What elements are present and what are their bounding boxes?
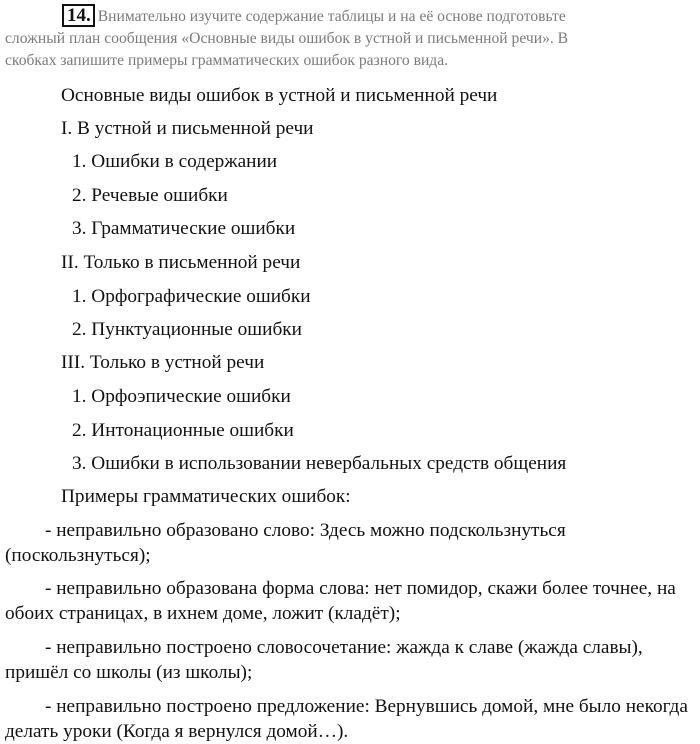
plan-title: Основные виды ошибок в устной и письменной речи bbox=[61, 85, 498, 106]
task-text-line: сложный план сообщения «Основные виды ошибок в устной и письменной речи». В bbox=[5, 30, 569, 47]
section-item: 3. Грамматические ошибки bbox=[72, 218, 296, 239]
examples-heading: Примеры грамматических ошибок: bbox=[61, 486, 351, 507]
section-item: 3. Ошибки в использовании невербальных средств общения bbox=[72, 453, 567, 474]
section-item: 2. Речевые ошибки bbox=[72, 185, 228, 206]
section-item: 1. Орфоэпические ошибки bbox=[72, 386, 291, 407]
section-item: 2. Интонационные ошибки bbox=[72, 420, 294, 441]
section-heading: III. Только в устной речи bbox=[61, 352, 265, 373]
example-paragraph: - неправильно построено предложение: Вернувшись домой, мне было некогда делать уроки (Когда я вернулся домой…). bbox=[5, 696, 688, 742]
section-item: 2. Пунктуационные ошибки bbox=[72, 319, 302, 340]
example-paragraph: - неправильно образовано слово: Здесь можно подскользнуться (поскользнуться); bbox=[5, 520, 566, 566]
task-statement bbox=[5, 4, 695, 72]
section-heading: II. Только в письменной речи bbox=[61, 252, 301, 273]
section-heading: I. В устной и письменной речи bbox=[61, 118, 314, 139]
example-paragraph: - неправильно образована форма слова: нет помидор, скажи более точнее, на обоих страницах, в ихнем доме, ложит (кладёт); bbox=[5, 578, 676, 624]
example-paragraph: - неправильно построено словосочетание: жажда к славе (жажда славы), пришёл со школы (из школы); bbox=[5, 637, 643, 683]
task-number-box: 14. bbox=[62, 4, 95, 27]
task-line-1 bbox=[5, 4, 695, 28]
task-text-line: Внимательно изучите содержание таблицы и на её основе подготовьте bbox=[97, 8, 566, 25]
section-item: 1. Орфографические ошибки bbox=[72, 286, 311, 307]
task-text-line: скобках запишите примеры грамматических ошибок разного вида. bbox=[5, 52, 449, 69]
section-item: 1. Ошибки в содержании bbox=[72, 151, 278, 172]
